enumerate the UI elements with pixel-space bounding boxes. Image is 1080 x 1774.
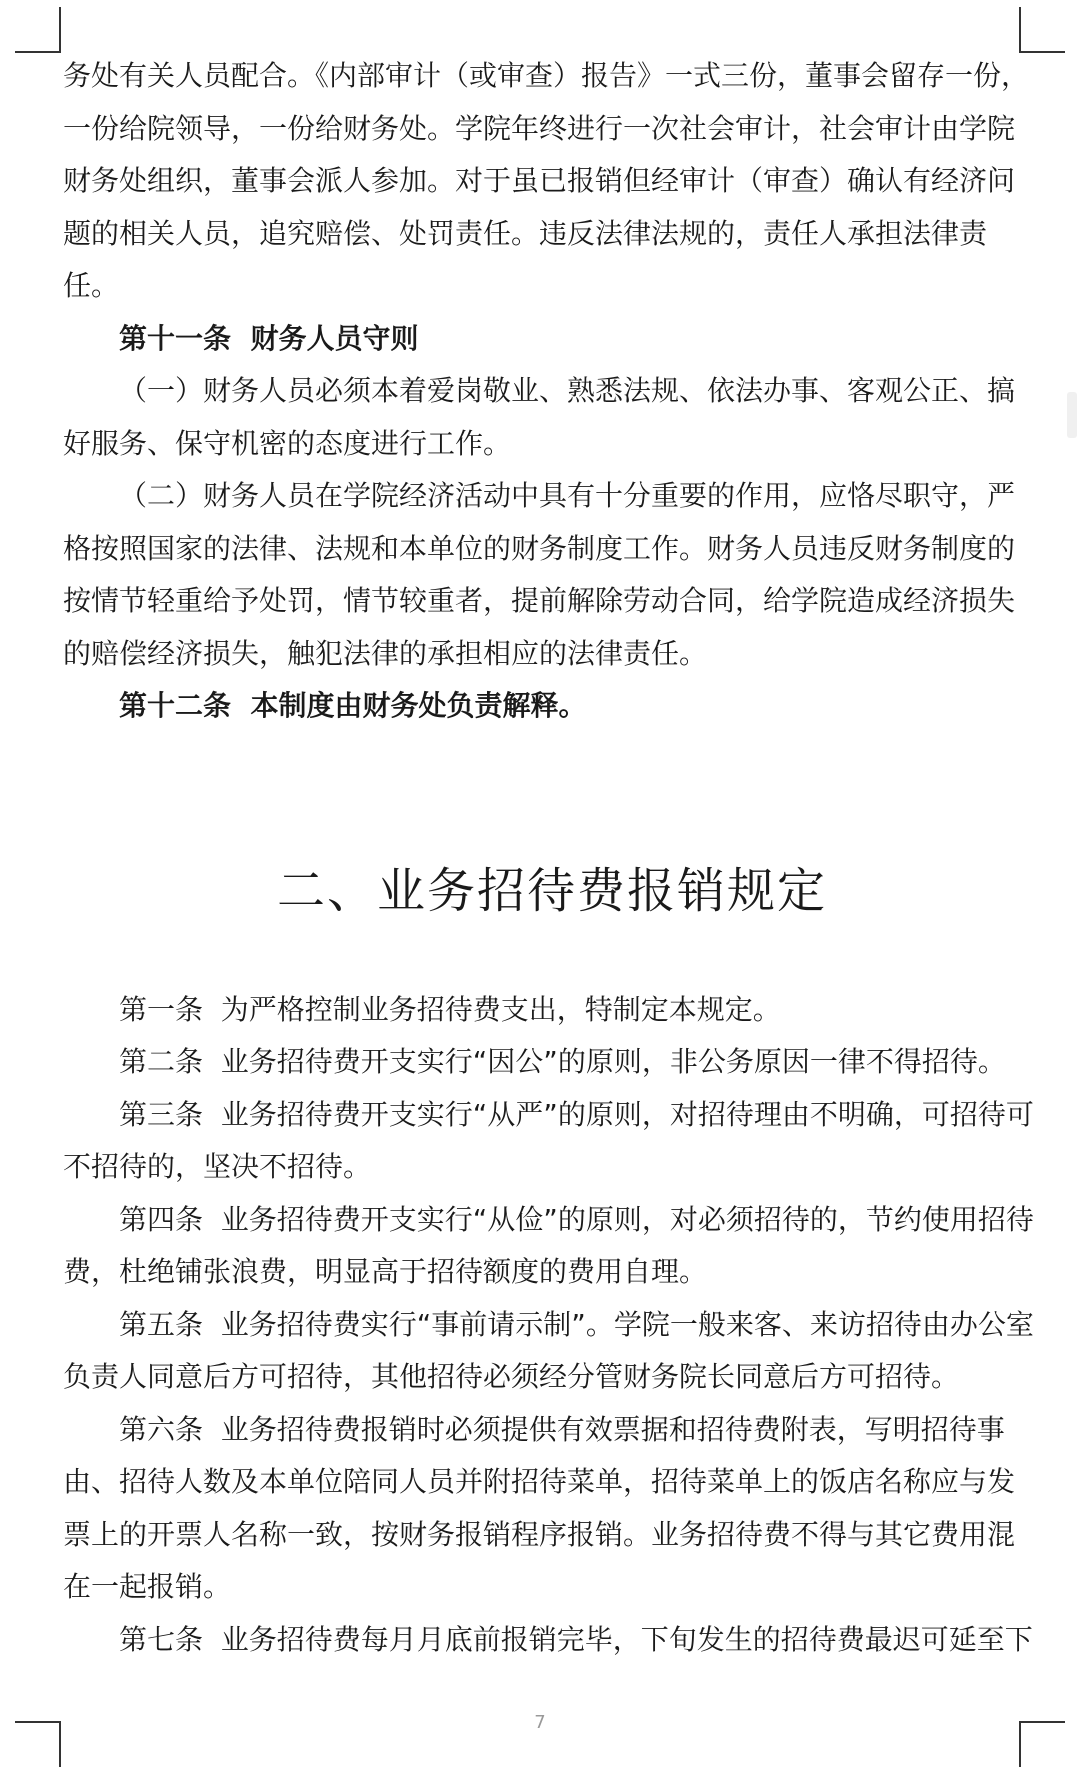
rule-article-5: 第五条 业务招待费实行“事前请示制”。学院一般来客、来访招待由办公室负责人同意后方可招待，其他招待必须经分管财务院长同意后方可招待。 xyxy=(63,1307,1034,1393)
rule-article-4: 第四条 业务招待费开支实行“从俭”的原则，对必须招待的，节约使用招待费，杜绝铺张浪费，明显高于招待额度的费用自理。 xyxy=(63,1202,1034,1288)
crop-mark-top-right xyxy=(1019,7,1065,53)
rule-article-3: 第三条 业务招待费开支实行“从严”的原则，对招待理由不明确，可招待可不招待的，坚决不招待。 xyxy=(63,1097,1034,1183)
section-title: 二、业务招待费报销规定 xyxy=(276,862,827,919)
article-11-item-1: （一）财务人员必须本着爱岗敬业、熟悉法规、依法办事、客观公正、搞好服务、保守机密的态度进行工作。 xyxy=(63,374,1016,460)
crop-mark-top-left xyxy=(15,7,61,53)
page-content xyxy=(63,50,1041,1666)
title-spacer xyxy=(63,936,1041,984)
scroll-edge-mark xyxy=(1067,392,1077,438)
rule-article-7: 第七条 业务招待费每月月底前报销完毕，下旬发生的招待费最迟可延至下 xyxy=(119,1622,1033,1656)
paragraph-continuation: 务处有关人员配合。《内部审计（或审查）报告》一式三份，董事会留存一份，一份给院领导，一份给财务处。学院年终进行一次社会审计，社会审计由学院财务处组织，董事会派人参加。对于虽已报销但经审计（审查）确认有经济问题的相关人员，追究赔偿、处罚责任。违反法律法规的，责任人承担法律责任。 xyxy=(63,59,1030,302)
rule-article-6: 第六条 业务招待费报销时必须提供有效票据和招待费附表，写明招待事由、招待人数及本单位陪同人员并附招待菜单，招待菜单上的饭店名称应与发票上的开票人名称一致，按财务报销程序报销。业务招待费不得与其它费用混在一起报销。 xyxy=(63,1412,1016,1603)
article-11-title: 第十一条 财务人员守则 xyxy=(119,321,419,355)
article-11-item-2: （二）财务人员在学院经济活动中具有十分重要的作用，应恪尽职守，严格按照国家的法律、法规和本单位的财务制度工作。财务人员违反财务制度的按情节轻重给予处罚，情节较重者，提前解除劳动合同，给学院造成经济损失的赔偿经济损失，触犯法律的承担相应的法律责任。 xyxy=(63,479,1016,670)
section-spacer xyxy=(63,733,1041,846)
rule-article-2: 第二条 业务招待费开支实行“因公”的原则，非公务原因一律不得招待。 xyxy=(119,1045,1006,1078)
page-number: 7 xyxy=(534,1712,546,1733)
article-12-title: 第十二条 本制度由财务处负责解释。 xyxy=(119,689,587,722)
rule-article-1: 第一条 为严格控制业务招待费支出，特制定本规定。 xyxy=(119,992,781,1026)
